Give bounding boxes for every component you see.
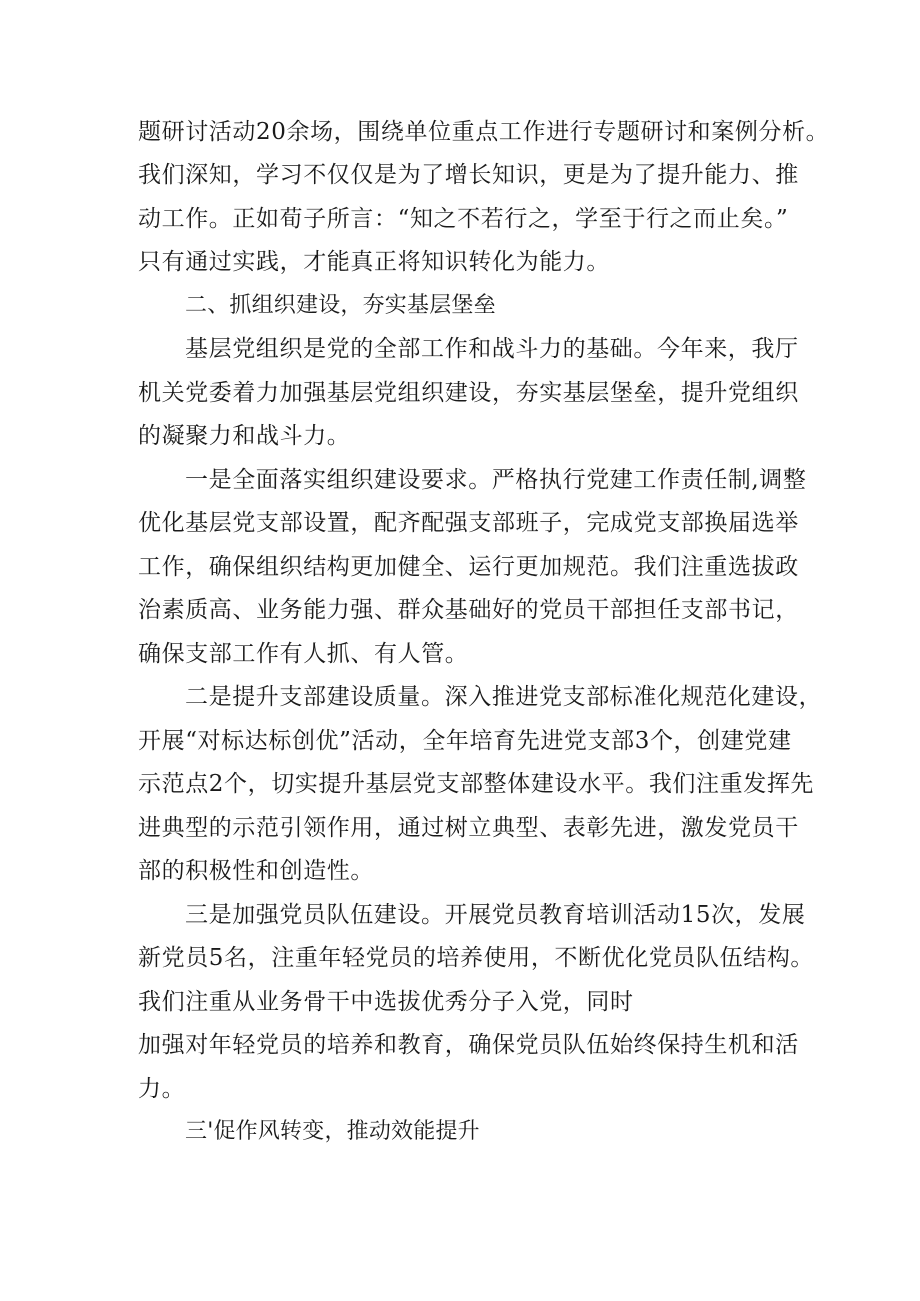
paragraph-line: 我们深知，学习不仅仅是为了增长知识，更是为了提升能力、推: [138, 162, 799, 188]
paragraph-line: 的凝聚力和战斗力。: [138, 423, 351, 449]
section-heading-2: 二、抓组织建设，夯实基层堡垒: [185, 293, 496, 318]
paragraph-line: 加强对年轻党员的培养和教育，确保党员队伍始终保持生机和活: [138, 1032, 799, 1058]
paragraph-line: 题研讨活动20余场，围绕单位重点工作进行专题研讨和案例分析。: [138, 119, 830, 145]
paragraph-line: 三是加强党员队伍建设。开展党员教育培训活动15次，发展: [185, 902, 806, 928]
paragraph-line: 新党员5名，注重年轻党员的培养使用，不断优化党员队伍结构。: [138, 945, 815, 971]
paragraph-line: 开展“对标达标创优”活动，全年培育先进党支部3个，创建党建: [138, 728, 792, 754]
paragraph-line: 只有通过实践，才能真正将知识转化为能力。: [138, 249, 610, 275]
paragraph-line: 动工作。正如荀子所言：“知之不若行之，学至于行之而止矣。”: [138, 206, 789, 232]
paragraph-line: 基层党组织是党的全部工作和战斗力的基础。今年来，我厅: [185, 336, 799, 362]
section-heading-3: 三'促作风转变，推动效能提升: [185, 1119, 480, 1144]
paragraph-line: 一是全面落实组织建设要求。严格执行党建工作责任制,调整: [185, 467, 807, 493]
paragraph-line: 部的积极性和创造性。: [138, 858, 374, 884]
paragraph-line: 二是提升支部建设质量。深入推进党支部标准化规范化建设，: [185, 684, 823, 710]
paragraph-line: 我们注重从业务骨干中选拔优秀分子入党，同时: [138, 989, 634, 1015]
paragraph-line: 优化基层党支部设置，配齐配强支部班子，完成党支部换届选举: [138, 510, 799, 536]
paragraph-line: 机关党委着力加强基层党组织建设，夯实基层堡垒，提升党组织: [138, 380, 799, 406]
paragraph-line: 力。: [138, 1076, 186, 1102]
paragraph-line: 工作，确保组织结构更加健全、运行更加规范。我们注重选拔政: [138, 554, 799, 580]
paragraph-line: 进典型的示范引领作用，通过树立典型、表彰先进，激发党员干: [138, 815, 799, 841]
paragraph-line: 示范点2个，切实提升基层党支部整体建设水平。我们注重发挥先: [138, 771, 815, 797]
paragraph-line: 治素质高、业务能力强、群众基础好的党员干部担任支部书记，: [138, 597, 799, 623]
paragraph-line: 确保支部工作有人抓、有人管。: [138, 641, 469, 667]
